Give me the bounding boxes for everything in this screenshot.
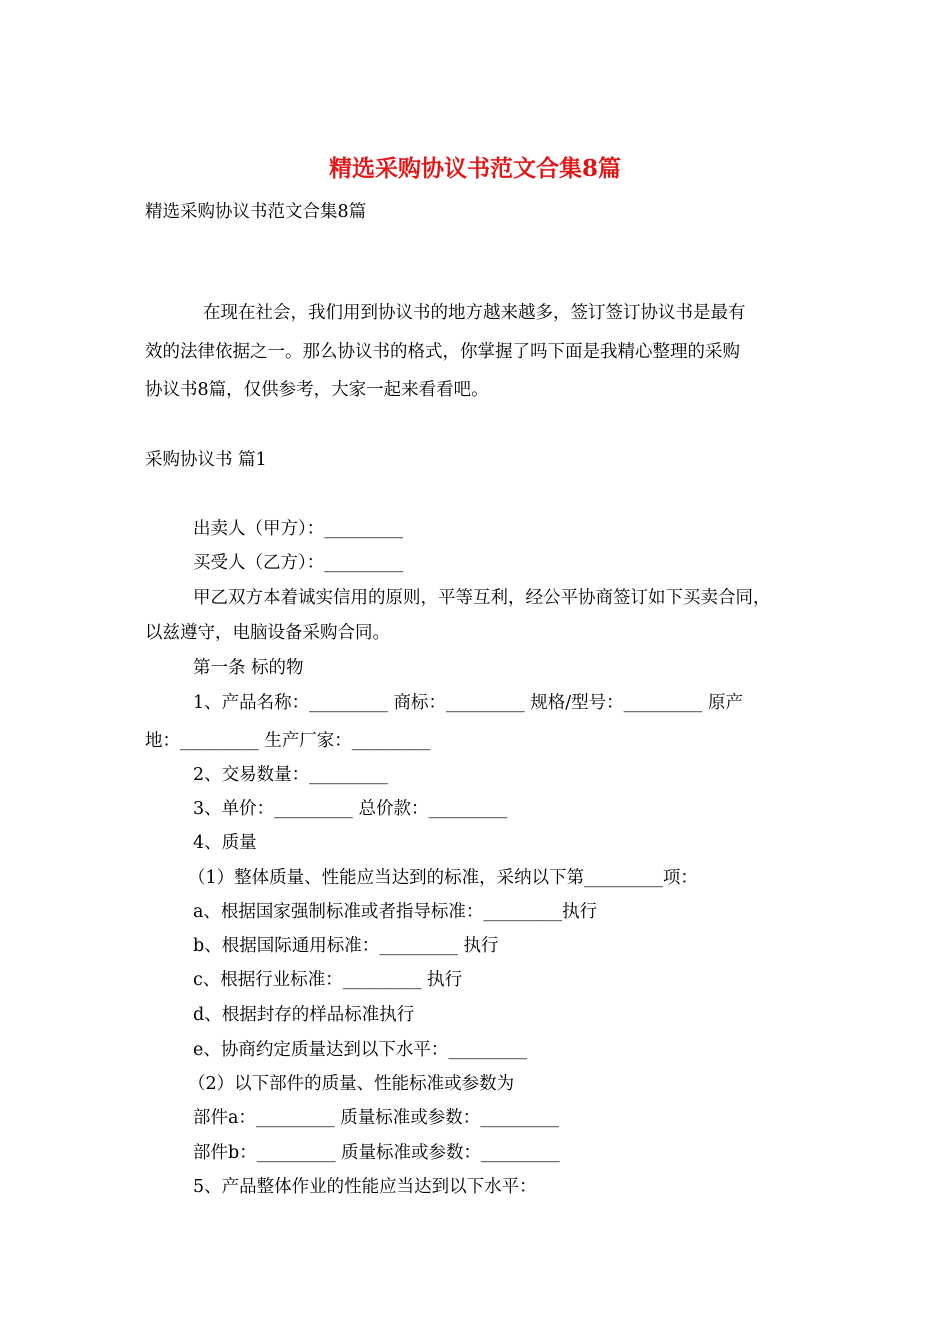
section-heading: 采购协议书 篇1 [145,450,267,470]
body-line: 甲乙双方本着诚实信用的原则，平等互利，经公平协商签订如下买卖合同， [193,588,771,608]
document-subtitle: 精选采购协议书范文合集8篇 [145,202,367,222]
body-line: 部件b：_________ 质量标准或参数：_________ [193,1143,560,1163]
body-line: b、根据国际通用标准：_________ 执行 [193,936,499,956]
body-line: 3、单价：_________ 总价款：_________ [193,799,508,819]
body-line: 买受人（乙方）：_________ [193,553,403,573]
body-line: d、根据封存的样品标准执行 [193,1005,415,1025]
body-line: 以兹遵守，电脑设备采购合同。 [145,623,390,643]
body-line: c、根据行业标准：_________ 执行 [193,970,463,990]
body-line: 部件a：_________ 质量标准或参数：_________ [193,1108,559,1128]
body-line: 出卖人（甲方）：_________ [193,519,403,539]
body-line: 第一条 标的物 [193,658,304,678]
body-line: e、协商约定质量达到以下水平：_________ [193,1040,528,1060]
document-title: 精选采购协议书范文合集8篇 [328,155,621,182]
intro-line: 在现在社会，我们用到协议书的地方越来越多，签订签订协议书是最有 [203,303,746,323]
body-line: （1）整体质量、性能应当达到的标准，采纳以下第_________项： [188,868,698,888]
body-line: 地：_________ 生产厂家：_________ [145,731,431,751]
body-line: 2、交易数量：_________ [193,765,388,785]
body-line: （2）以下部件的质量、性能标准或参数为 [188,1074,515,1094]
intro-line: 效的法律依据之一。那么协议书的格式，你掌握了吗下面是我精心整理的采购 [145,342,740,362]
body-line: a、根据国家强制标准或者指导标准：_________执行 [193,902,598,922]
body-line: 5、产品整体作业的性能应当达到以下水平： [193,1177,537,1197]
body-line: 4、质量 [193,833,257,853]
intro-line: 协议书8篇，仅供参考，大家一起来看看吧。 [145,380,489,400]
body-line: 1、产品名称：_________ 商标：_________ 规格/型号：_________ 原产 [193,693,743,713]
